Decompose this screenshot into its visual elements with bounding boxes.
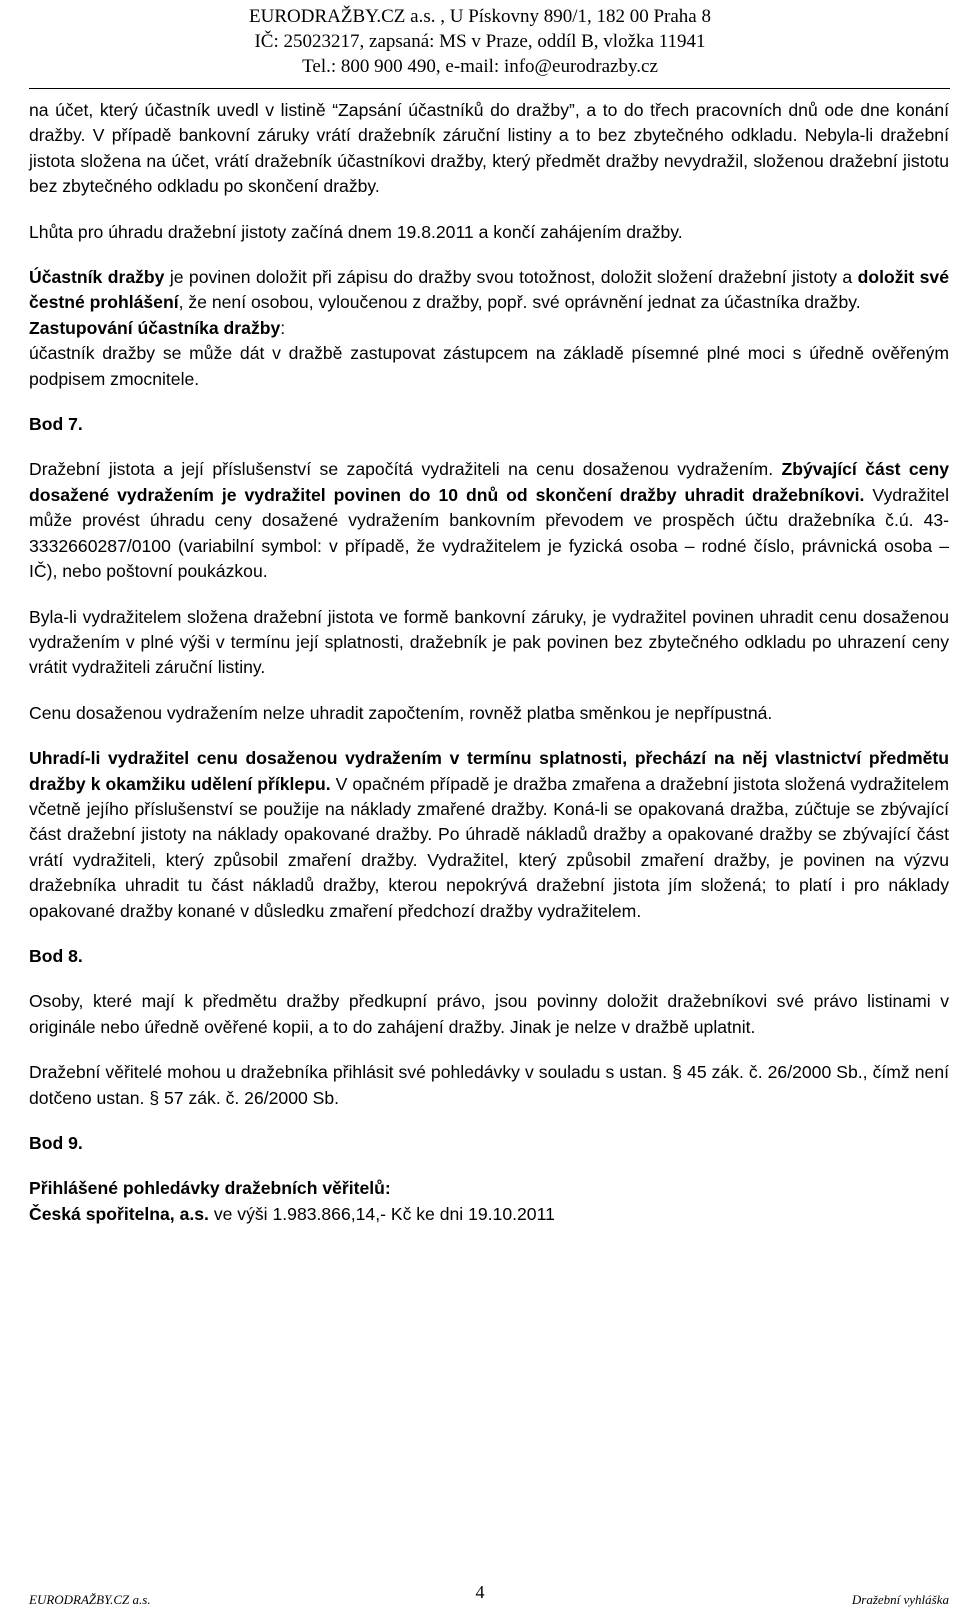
paragraph-preemption-right: Osoby, které mají k předmětu dražby předkupní právo, jsou povinny doložit dražebníkovi své právo listinami v originále nebo úředně ověřené kopii, a to do zahájení dražby. Jinak je nelze v dražbě uplatnit. — [29, 991, 949, 1037]
footer-document-title: Dražební vyhláška — [851, 1592, 949, 1607]
section-heading-bod-7: Bod 7. — [29, 414, 83, 435]
letterhead-company-address: EURODRAŽBY.CZ a.s. , U Pískovny 890/1, 182 00 Praha 8 — [249, 6, 711, 27]
page-number: 4 — [475, 1582, 485, 1602]
section-heading-bod-9: Bod 9. — [29, 1133, 83, 1153]
paragraph-creditor-claims: Dražební věřitelé mohou u dražebníka přihlásit své pohledávky v souladu s ustan. § 45 zák. č. 26/2000 Sb., čímž není dotčeno ustan. § 57 zák. č. 26/2000 Sb. — [29, 1062, 949, 1108]
paragraph-bank-guarantee: Byla-li vydražitelem složena dražební jistota ve formě bankovní záruky, je vydražitel povinen uhradit cenu dosaženou vydražením v plné výši v termínu její splatnosti, dražebník je pak povinen bez zbytečného odkladu po uhrazení ceny vrátit vydražiteli záruční listiny. — [29, 606, 949, 678]
paragraph-deposit-deadline: Lhůta pro úhradu dražební jistoty začíná dnem 19.8.2011 a končí zahájením dražby. — [29, 221, 683, 242]
paragraph-payment: Dražební jistota a její příslušenství se započítá vydražiteli na cenu dosaženou vydražením. Zbývající část ceny dosažené vydražením je vydražitel povinen do 10 dnů od skončení dražby uhradit dražebníkovi. Vydražitel může provést úhradu ceny dosažené vydražením bankovním převodem ve prospěch účtu dražebníka č.ú. 43-3332660287/0100 (variabilní symbol: v případě, že vydražitelem je fyzická osoba – rodné číslo, právnická osoba – IČ), nebo poštovní poukázkou. — [29, 459, 949, 582]
section-heading-bod-8: Bod 8. — [29, 945, 83, 966]
paragraph-participant-duties: Účastník dražby je povinen doložit při zápisu do dražby svou totožnost, doložit složení dražební jistoty a doložit své čestné prohlášení, že není osobou, vyloučenou z dražby, popř. své oprávnění jednat za účastníka dražby. — [29, 267, 949, 313]
paragraph-representation-heading: Zastupování účastníka dražby: — [29, 317, 286, 338]
paragraph-refund-deposit: na účet, který účastník uvedl v listině “Zapsání účastníků do dražby”, a to do třech pracovních dnů ode dne konání dražby. V případě bankovní záruky vrátí dražebník záruční listiny a to bez zbytečného odkladu. Nebyla-li dražební jistota složena na účet, vrátí dražebník účastníkovi dražby, který předmět dražby nevydražil, složenou dražební jistotu bez zbytečného odkladu po skončení dražby. — [29, 100, 949, 197]
paragraph-offset-prohibited: Cenu dosaženou vydražením nelze uhradit započtením, rovněž platba směnkou je nepřípustná. — [29, 702, 773, 723]
letterhead-registration: IČ: 25023217, zapsaná: MS v Praze, oddíl B, vložka 11941 — [254, 31, 706, 52]
footer-company: EURODRAŽBY.CZ a.s. — [29, 1592, 151, 1607]
paragraph-representation: účastník dražby se může dát v dražbě zastupovat zástupcem na základě písemné plné moci s úředně ověřeným podpisem zmocnitele. — [29, 343, 949, 389]
header-divider — [29, 88, 950, 89]
document-body — [29, 98, 949, 1227]
letterhead-contact: Tel.: 800 900 490, e-mail: info@eurodrazby.cz — [302, 56, 658, 77]
page-footer — [0, 1578, 960, 1608]
registered-claims-heading: Přihlášené pohledávky dražebních věřitelů: — [29, 1178, 391, 1199]
registered-claim-item: Česká spořitelna, a.s. ve výši 1.983.866,14,- Kč ke dni 19.10.2011 — [29, 1203, 555, 1224]
letterhead — [0, 0, 960, 96]
paragraph-ownership-transfer: Uhradí-li vydražitel cenu dosaženou vydražením v termínu splatnosti, přechází na něj vlastnictví předmětu dražby k okamžiku udělení příklepu. V opačném případě je dražba zmařena a dražební jistota složená vydražitelem včetně jejího příslušenství se použije na náklady zmařené dražby. Koná-li se opakovaná dražba, zúčtuje se zbývající část dražební jistoty na náklady opakované dražby. Po úhradě nákladů dražby a opakované dražby se zbývající část vrátí vydražiteli, který způsobil zmaření dražby. Vydražitel, který způsobil zmaření dražby, je povinen na výzvu dražebníka uhradit tu část nákladů dražby, kterou nepokrývá dražební jistota jím složená; to platí i pro náklady opakované dražby konané v důsledku zmaření předchozí dražby vydražitelem. — [29, 748, 949, 921]
